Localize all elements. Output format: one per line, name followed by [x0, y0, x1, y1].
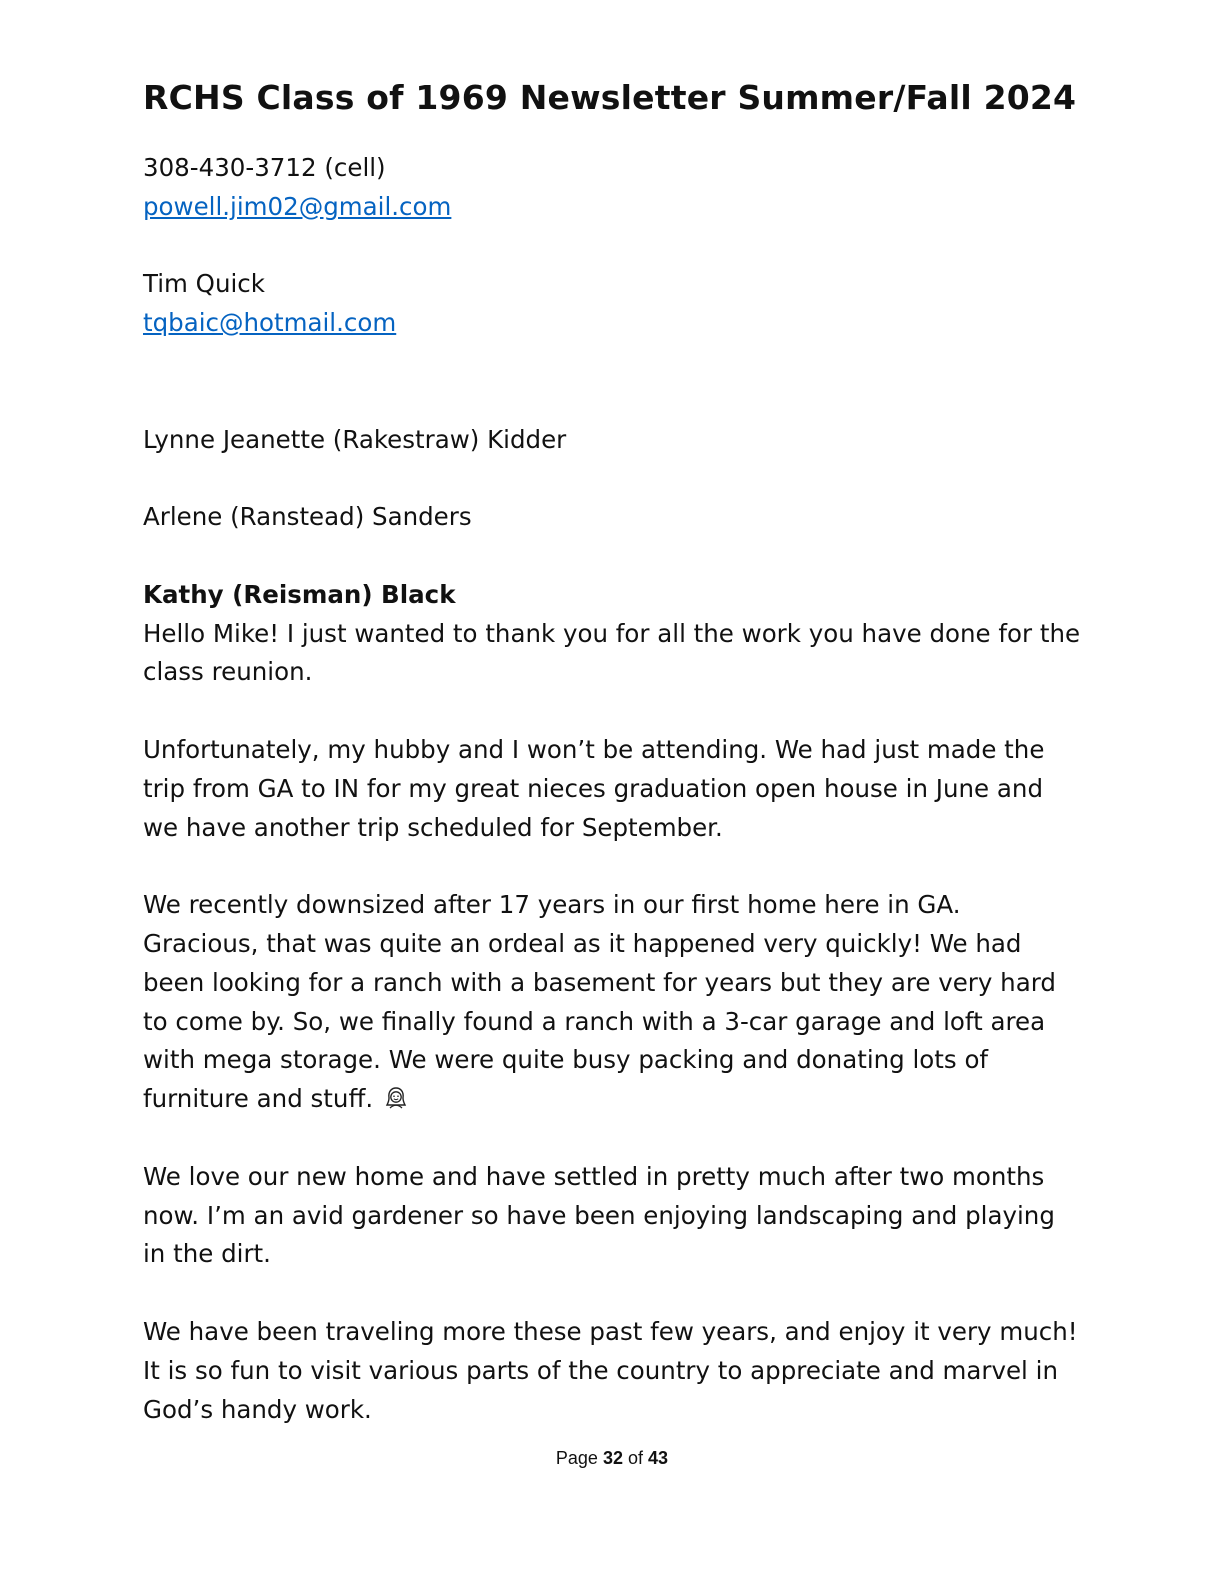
- newsletter-title: RCHS Class of 1969 Newsletter Summer/Fall 2024: [143, 78, 1077, 117]
- letter-paragraph-text: We recently downsized after 17 years in our first home here in GA. Gracious, that was quite an ordeal as it happened very quickly! We had been looking for a ranch with a basement for years but they are very hard to come by. So, we finally found a ranch with a 3-car garage and loft area with mega storage. We were quite busy packing and donating lots of furniture and stuff.: [143, 890, 1056, 1114]
- page-footer: [0, 1446, 1224, 1470]
- smiling-woman-icon: [385, 1083, 407, 1107]
- contact-name: Tim Quick: [143, 269, 265, 299]
- letter-author: Kathy (Reisman) Black: [143, 579, 456, 609]
- letter-paragraph-with-emoji: [143, 886, 1083, 1119]
- classmate-name: Lynne Jeanette (Rakestraw) Kidder: [143, 424, 567, 454]
- classmate-name: Arlene (Ranstead) Sanders: [143, 502, 472, 532]
- total-page-count: 43: [648, 1448, 669, 1468]
- of-word: of: [628, 1448, 644, 1468]
- letter-paragraph: Unfortunately, my hubby and I won’t be attending. We had just made the trip from GA to IN for my great nieces graduation open house in June and we have another trip scheduled for September.: [143, 734, 1045, 842]
- spacer: [143, 343, 1083, 421]
- page-word: Page: [555, 1448, 598, 1468]
- contact-phone: 308-430-3712 (cell): [143, 153, 386, 182]
- spacer: [143, 1274, 1083, 1313]
- spacer: [143, 459, 1083, 498]
- letter-paragraph: We love our new home and have settled in pretty much after two months now. I’m an avid gardener so have been enjoying landscaping and playing in the dirt.: [143, 1161, 1055, 1269]
- current-page-number: 32: [602, 1448, 623, 1468]
- spacer: [143, 227, 1083, 266]
- spacer: [143, 537, 1083, 576]
- letter-paragraph: We have been traveling more these past few years, and enjoy it very much! It is so fun to visit various parts of the country to appreciate and marvel in God’s handy work.: [143, 1316, 1078, 1424]
- spacer: [143, 847, 1083, 886]
- spacer: [143, 1119, 1083, 1158]
- contact-email-link[interactable]: powell.jim02@gmail.com: [143, 191, 452, 221]
- contact-email-link[interactable]: tqbaic@hotmail.com: [143, 308, 397, 338]
- page-content: [143, 149, 1083, 1429]
- letter-paragraph: Hello Mike! I just wanted to thank you for all the work you have done for the class reunion.: [143, 618, 1081, 687]
- spacer: [143, 692, 1083, 731]
